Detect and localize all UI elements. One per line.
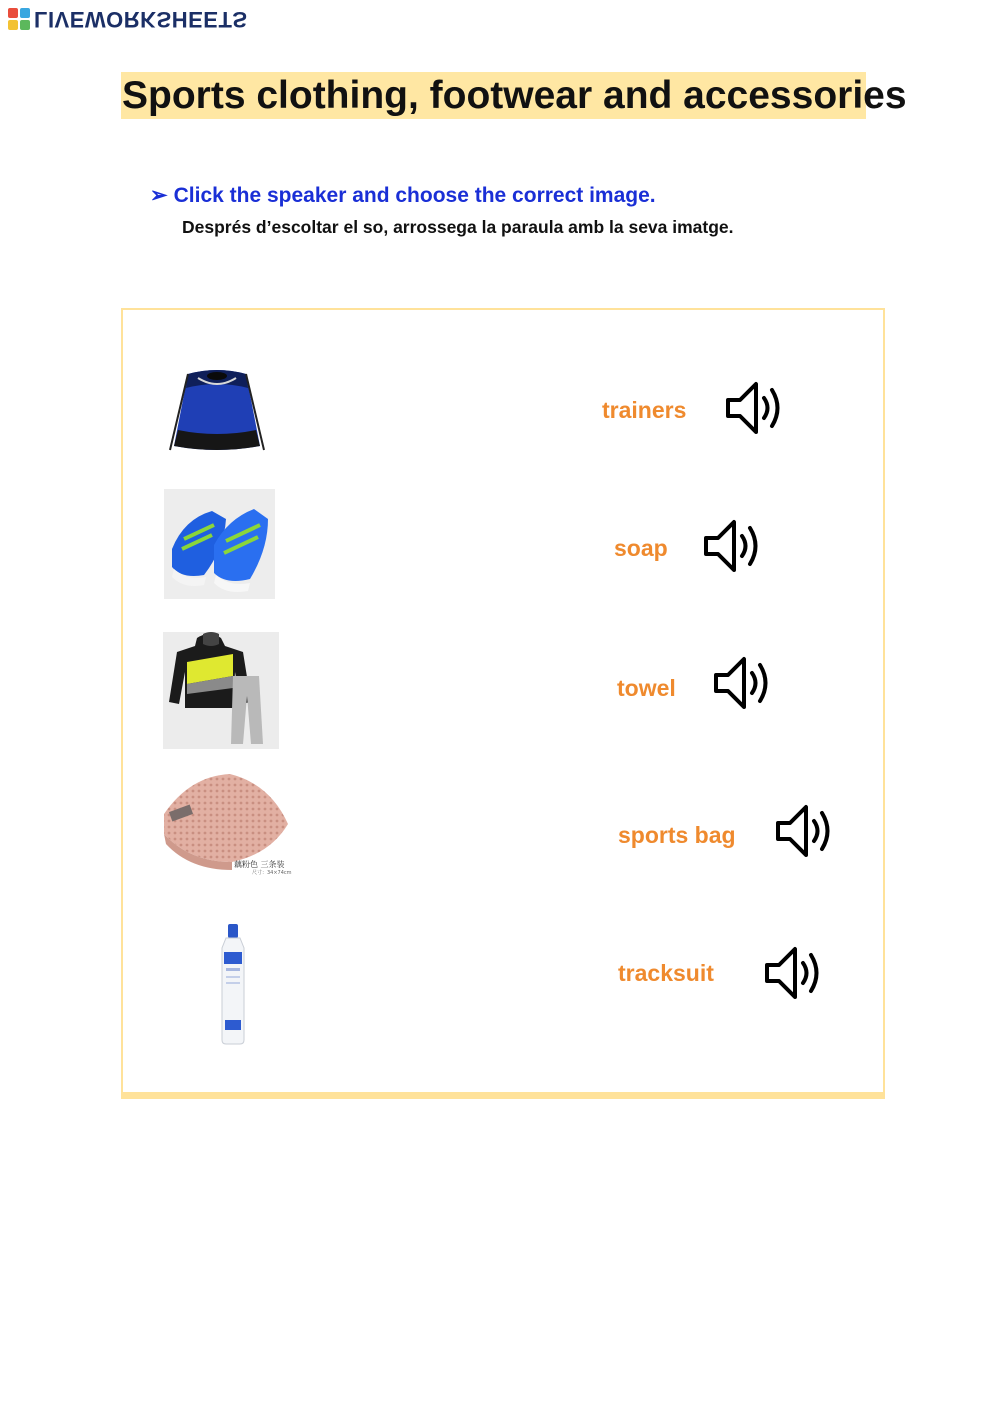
sports-bag-image — [168, 368, 266, 456]
word-sports-bag[interactable]: sports bag — [618, 822, 736, 848]
speaker-button-soap[interactable] — [702, 514, 766, 578]
speaker-button-trainers[interactable] — [724, 376, 788, 440]
liveworksheets-logo — [8, 6, 248, 32]
speaker-icon — [774, 799, 838, 863]
arrow-bullet-icon: ➢ — [150, 184, 168, 207]
logo-blocks-icon — [8, 8, 30, 30]
speaker-button-towel[interactable] — [712, 651, 776, 715]
title-banner — [121, 72, 907, 119]
logo-text: LIVEWORKSHEETS — [34, 7, 248, 32]
speaker-button-tracksuit[interactable] — [763, 941, 827, 1005]
towel-image — [160, 770, 292, 880]
tracksuit-icon — [163, 632, 279, 749]
page-title: Sports clothing, footwear and accessories — [122, 74, 907, 117]
word-towel[interactable]: towel — [617, 675, 676, 701]
instruction-english — [150, 183, 656, 208]
towel-caption-1: 藕粉色 三条装 — [234, 860, 285, 869]
word-tracksuit[interactable]: tracksuit — [618, 960, 714, 986]
soap-bottle-icon — [218, 922, 248, 1046]
instruction-catalan: Després d’escoltar el so, arrossega la paraula amb la seva imatge. — [182, 217, 734, 237]
word-soap[interactable]: soap — [614, 535, 668, 561]
instruction-english-text: Click the speaker and choose the correct image. — [173, 184, 656, 207]
towel-caption-2: 尺寸：34×74cm — [252, 870, 292, 876]
blue-sneakers-icon — [164, 489, 275, 599]
speaker-button-sports-bag[interactable] — [774, 799, 838, 863]
speaker-icon — [724, 376, 788, 440]
drawstring-bag-icon — [168, 368, 266, 456]
speaker-icon — [702, 514, 766, 578]
tracksuit-image — [163, 632, 279, 749]
speaker-icon — [763, 941, 827, 1005]
trainers-image — [164, 489, 275, 599]
soap-image — [218, 922, 248, 1046]
word-trainers[interactable]: trainers — [602, 397, 687, 423]
speaker-icon — [712, 651, 776, 715]
